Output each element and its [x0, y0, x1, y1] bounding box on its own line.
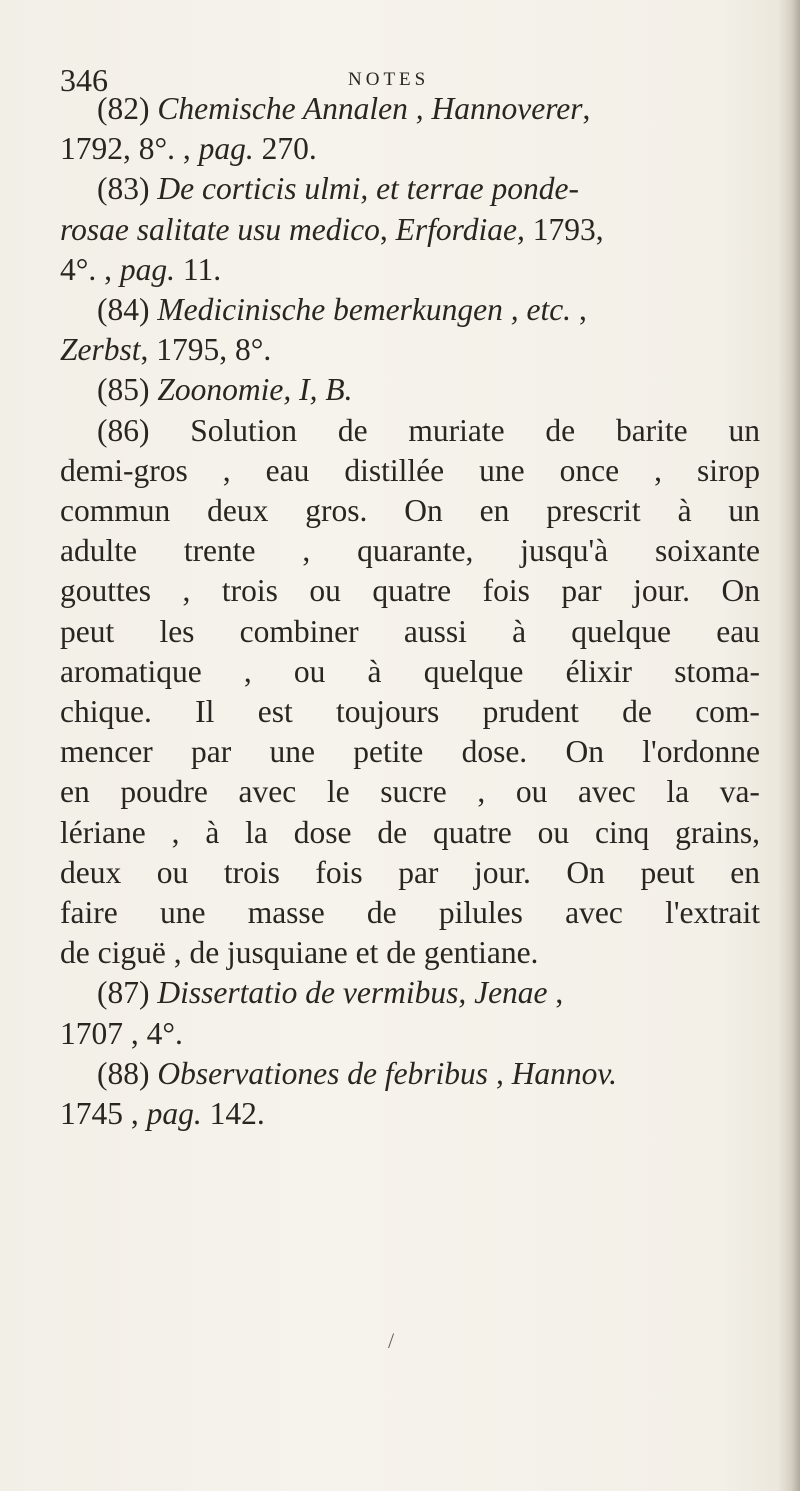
citation-title: Zoonomie, I, B.: [157, 372, 353, 408]
note-84: [60, 290, 760, 370]
note-line: [60, 1094, 760, 1134]
note-line: en poudre avec le sucre , ou avec la va-: [60, 774, 760, 810]
running-head: NOTES: [348, 69, 430, 90]
note-82: [60, 89, 760, 169]
note-text: ,: [379, 211, 396, 247]
note-text: 4°. ,: [60, 251, 120, 287]
note-line: [60, 1014, 760, 1054]
page-edge-shadow: [778, 0, 800, 1491]
citation-title: Observationes de febribus , Hannov.: [157, 1055, 617, 1091]
note-line: [60, 370, 760, 410]
footer-mark: /: [388, 1328, 395, 1353]
note-number: (87): [97, 975, 158, 1011]
note-line: [60, 89, 760, 129]
note-number: (85): [97, 372, 158, 408]
citation-title: Chemische Annalen , Hannoverer: [157, 91, 583, 126]
note-line: [60, 973, 760, 1013]
note-text: 1707 , 4°.: [60, 1015, 183, 1051]
note-83: [60, 169, 760, 290]
page-number: 346: [60, 62, 108, 98]
note-text: , 1795, 8°.: [140, 332, 272, 368]
note-line: deux ou trois fois par jour. On peut en: [60, 854, 760, 890]
note-text: 11.: [174, 251, 222, 287]
citation-title: rosae salitate usu medico: [60, 211, 380, 247]
note-88: [60, 1054, 760, 1134]
note-line: gouttes , trois ou quatre fois par jour. On: [60, 573, 760, 609]
citation-title: Medicinische bemerkungen , etc.: [157, 292, 572, 328]
note-number: (82): [97, 91, 158, 126]
note-text: 1745 ,: [60, 1096, 147, 1132]
note-line: (86) Solution de muriate de barite un: [97, 412, 760, 448]
citation-place: Erfordiae,: [395, 211, 525, 247]
note-line: faire une masse de pilules avec l'extrait: [60, 895, 760, 931]
citation-title: De corticis ulmi, et terrae ponde-: [157, 171, 580, 207]
note-line: peut les combiner aussi à quelque eau: [60, 613, 760, 649]
note-text: ,: [582, 91, 591, 126]
note-number: (83): [97, 171, 158, 207]
note-text: ,: [571, 292, 587, 328]
note-87: [60, 973, 760, 1053]
note-line: [60, 250, 760, 290]
note-text: 1792, 8°. ,: [60, 131, 199, 167]
note-85: [60, 370, 760, 410]
note-line: [60, 169, 760, 209]
note-line: mencer par une petite dose. On l'ordonne: [60, 734, 760, 770]
notes-body: [60, 89, 760, 1134]
note-line: [60, 290, 760, 330]
note-text: 1793,: [524, 211, 604, 247]
note-line: [60, 1054, 760, 1094]
note-text: pag.: [146, 1096, 202, 1132]
note-number: (84): [97, 292, 158, 328]
note-line: lériane , à la dose de quatre ou cinq grains,: [60, 814, 760, 850]
note-86: [60, 411, 760, 974]
note-text: pag.: [198, 131, 254, 167]
note-line: de ciguë , de jusquiane et de gentiane.: [60, 935, 539, 971]
citation-title: Dissertatio de vermibus, Jenae: [157, 975, 548, 1011]
note-text: pag.: [119, 251, 175, 287]
note-line: commun deux gros. On en prescrit à un: [60, 493, 760, 529]
note-line: demi-gros , eau distillée une once , sirop: [60, 452, 760, 488]
note-line: aromatique , ou à quelque élixir stoma-: [60, 653, 760, 689]
note-line: [60, 129, 760, 169]
note-line: adulte trente , quarante, jusqu'à soixante: [60, 533, 760, 569]
note-text: 142.: [201, 1096, 265, 1132]
note-line: [60, 210, 760, 250]
note-text: ,: [547, 975, 564, 1011]
note-number: (88): [97, 1055, 158, 1091]
note-text: 270.: [253, 131, 317, 167]
note-line: chique. Il est toujours prudent de com-: [60, 694, 760, 730]
note-line: [60, 330, 760, 370]
citation-place: Zerbst: [60, 332, 141, 368]
